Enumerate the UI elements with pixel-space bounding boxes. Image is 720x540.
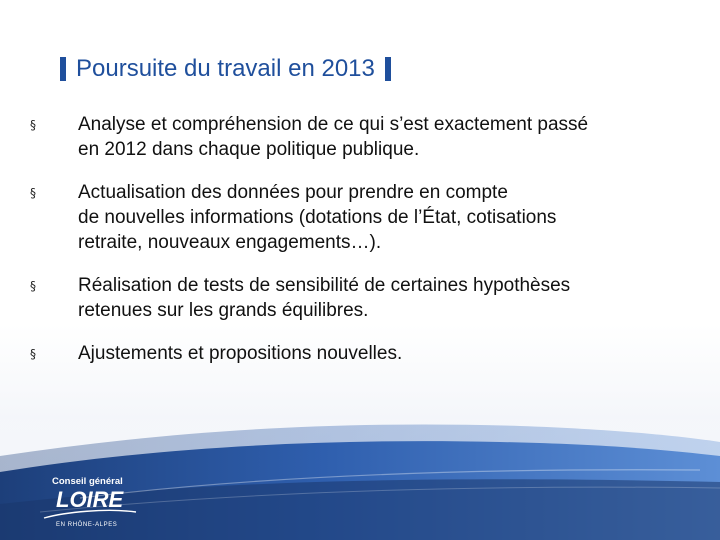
bullet-line: retenues sur les grands équilibres. (78, 300, 369, 321)
bullet-marker: § (30, 186, 36, 200)
logo-line-2: LOIRE (56, 487, 124, 512)
bullet-line: Analyse et compréhension de ce qui s’est exactement passé (78, 114, 589, 135)
conseil-general-loire-logo (36, 474, 146, 530)
bullet-line: Actualisation des données pour prendre en compte (78, 182, 508, 203)
bullet-marker: § (30, 279, 36, 293)
bullet-line: retraite, nouveaux engagements…). (78, 232, 382, 253)
title-left-bar (60, 57, 66, 81)
bullet-item (30, 180, 690, 255)
bullet-item (30, 273, 690, 323)
logo-line-3: EN RHÔNE-ALPES (56, 522, 118, 528)
bullet-marker: § (30, 347, 36, 361)
bullet-text (78, 180, 690, 255)
logo-line-1: Conseil général (52, 476, 123, 487)
bullet-line: de nouvelles informations (dotations de l’État, cotisations (78, 207, 557, 228)
title-right-bar (385, 57, 391, 81)
bullet-line: Ajustements et propositions nouvelles. (78, 343, 403, 364)
bullet-text (78, 341, 690, 366)
bullet-line: Réalisation de tests de sensibilité de certaines hypothèses (78, 275, 571, 296)
bullet-list (30, 112, 690, 385)
slide-title: Poursuite du travail en 2013 (76, 55, 375, 82)
bullet-item (30, 112, 690, 162)
bullet-item (30, 341, 690, 367)
bullet-marker: § (30, 118, 36, 132)
slide-title-row (60, 52, 391, 86)
bullet-text (78, 112, 690, 162)
bullet-text (78, 273, 690, 323)
bullet-line: en 2012 dans chaque politique publique. (78, 139, 420, 160)
